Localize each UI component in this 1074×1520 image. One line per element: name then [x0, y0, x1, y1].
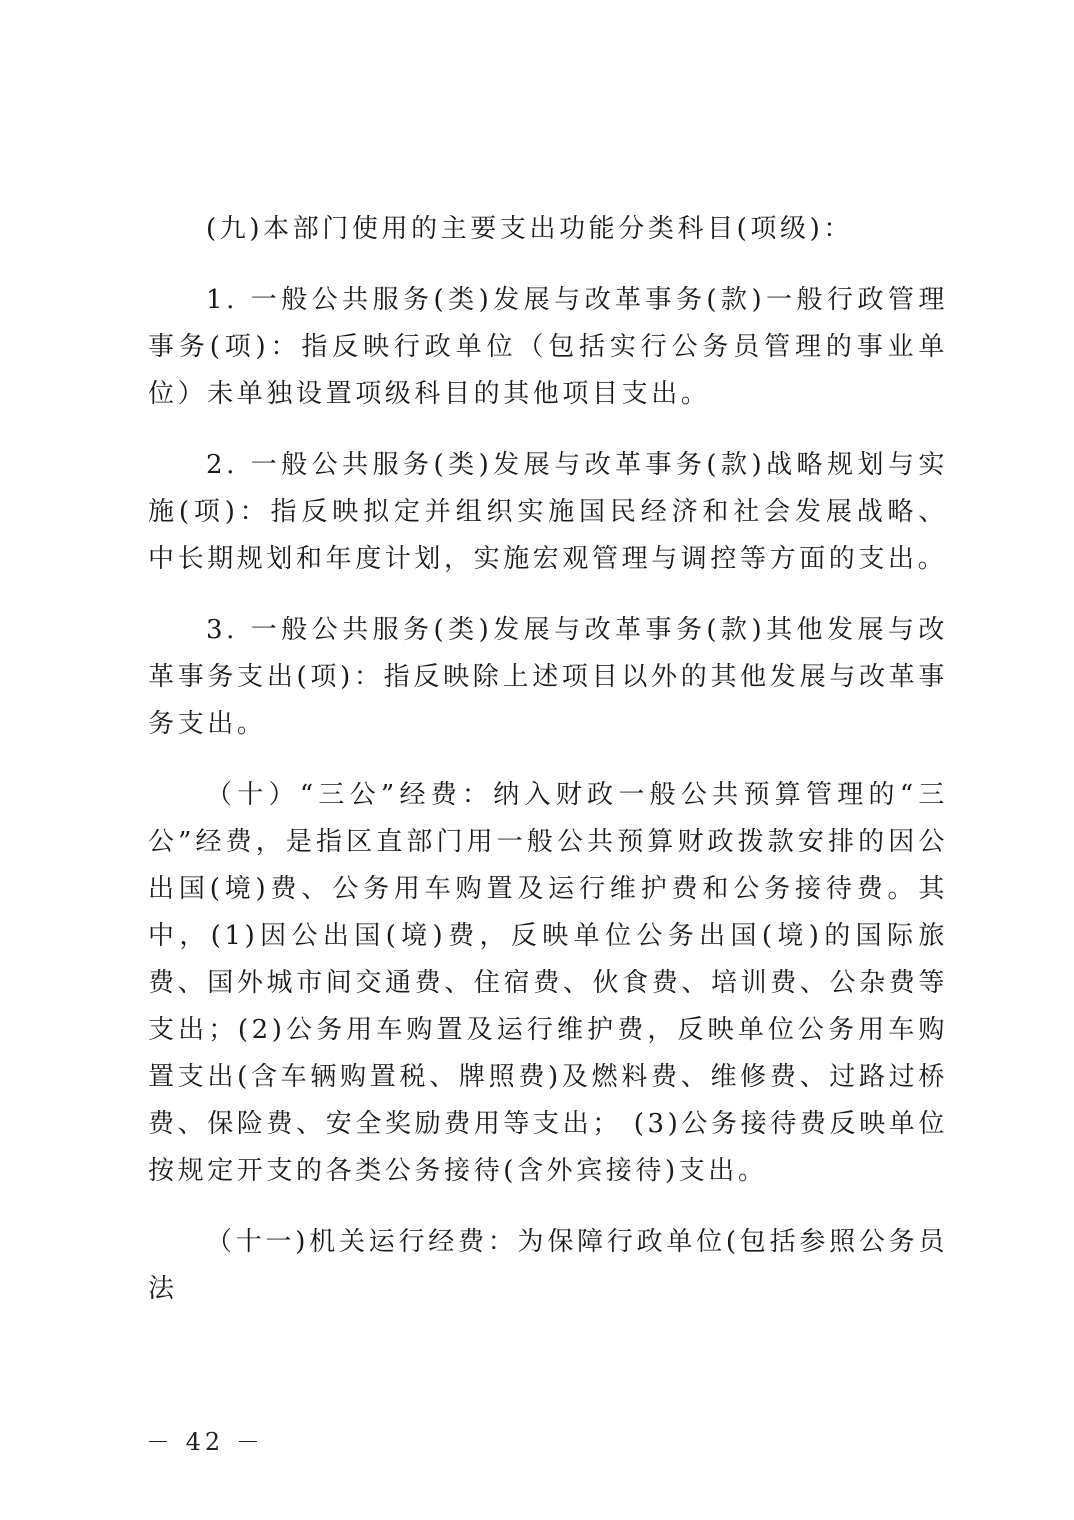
paragraph-item-2: 2. 一般公共服务(类)发展与改革事务(款)战略规划与实施(项)：指反映拟定并组织实施国民经济和社会发展战略、 中长期规划和年度计划，实施宏观管理与调控等方面的支出。: [148, 450, 948, 574]
paragraph-section-11: （十一)机关运行经费：为保障行政单位(包括参照公务员法: [148, 1227, 948, 1304]
page-number: － 42 －: [146, 1428, 264, 1456]
paragraph-item-3: 3. 一般公共服务(类)发展与改革事务(款)其他发展与改革事务支出(项)：指反映除上述项目以外的其他发展与改革事务支出。: [148, 615, 948, 739]
paragraph-section-10: （十）“三公”经费：纳入财政一般公共预算管理的“三公”经费，是指区直部门用一般公共预算财政拨款安排的因公出国(境)费、公务用车购置及运行维护费和公务接待费。其中，(1)因公出国(境)费，反映单位公务出国(境)的国际旅费、国外城市间交通费、住宿费、伙食费、培训费、公杂费等支出；(2)公务用车购置及运行维护费，反映单位公务用车购置支出(含车辆购置税、牌照费)及燃料费、维修费、过路过桥费、保险费、安全奖励费用等支出； (3)公务接待费反映单位按规定开支的各类公务接待(含外宾接待)支出。: [148, 780, 948, 1186]
paragraph-item-1: 1. 一般公共服务(类)发展与改革事务(款)一般行政管理事务(项)：指反映行政单位（包括实行公务员管理的事业单位）未单独设置项级科目的其他项目支出。: [148, 285, 948, 409]
section-heading-9: (九)本部门使用的主要支出功能分类科目(项级)：: [206, 214, 853, 244]
document-body: [148, 206, 948, 1313]
